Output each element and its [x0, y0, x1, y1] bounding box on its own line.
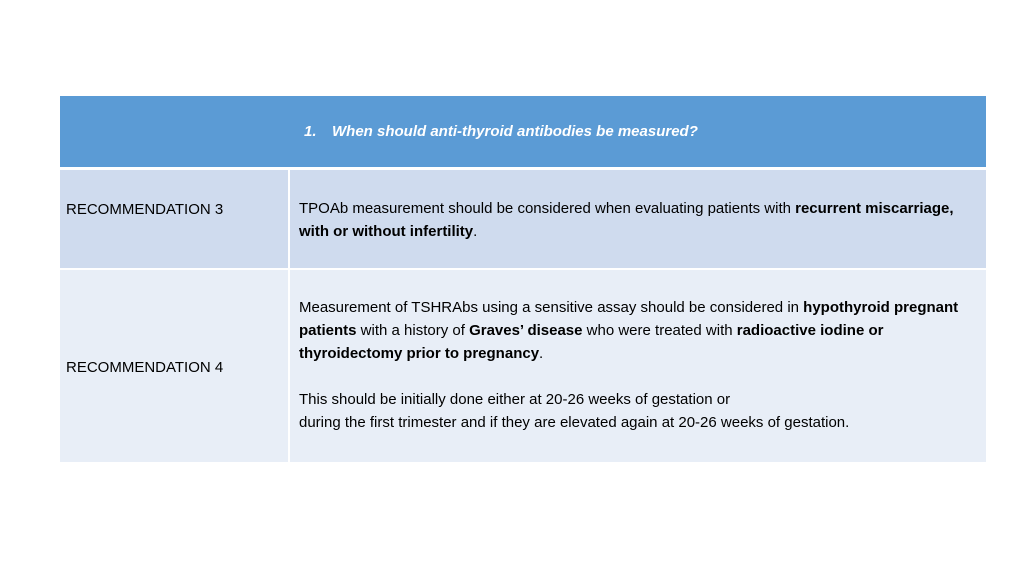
rec4-bold-2: Graves’ disease [469, 322, 583, 339]
question-heading [304, 123, 698, 140]
table-header [60, 96, 986, 170]
rec3-text-2: . [473, 223, 478, 240]
recommendation-3-label: RECOMMENDATION 3 [60, 170, 290, 268]
rec4-bold-1: hypothyroid pregnant patients [299, 299, 959, 339]
recommendation-4-label: RECOMMENDATION 4 [60, 270, 290, 462]
rec4-timing-line-2: during the first trimester and if they are elevated again at 20-26 weeks of gestation. [299, 414, 850, 431]
rec4-bold-3: radioactive iodine or thyroidectomy prior to pregnancy [299, 322, 884, 362]
rec3-text-1: TPOAb measurement should be considered when evaluating patients with [299, 200, 796, 217]
question-number: 1. [304, 123, 317, 140]
rec4-timing-line-1: This should be initially done either at 20-26 weeks of gestation or [299, 391, 731, 408]
rec3-bold-1: recurrent miscarriage, with or without infertility [299, 200, 954, 240]
recommendation-3-text [290, 170, 986, 268]
question-text: When should anti-thyroid antibodies be measured? [332, 123, 698, 140]
rec4-text-1: Measurement of TSHRAbs using a sensitive assay should be considered in [299, 299, 804, 316]
recommendation-3-paragraph [299, 197, 978, 243]
recommendation-4-paragraph-1 [299, 296, 978, 365]
rec4-text-4: . [539, 345, 544, 362]
recommendation-table [60, 96, 986, 462]
recommendation-4-text [290, 270, 986, 462]
table-row-recommendation-3 [60, 170, 986, 268]
rec4-text-3: who were treated with [582, 322, 737, 339]
recommendation-4-paragraph-2 [299, 388, 978, 434]
rec4-text-2: with a history of [356, 322, 470, 339]
table-row-recommendation-4 [60, 268, 986, 462]
